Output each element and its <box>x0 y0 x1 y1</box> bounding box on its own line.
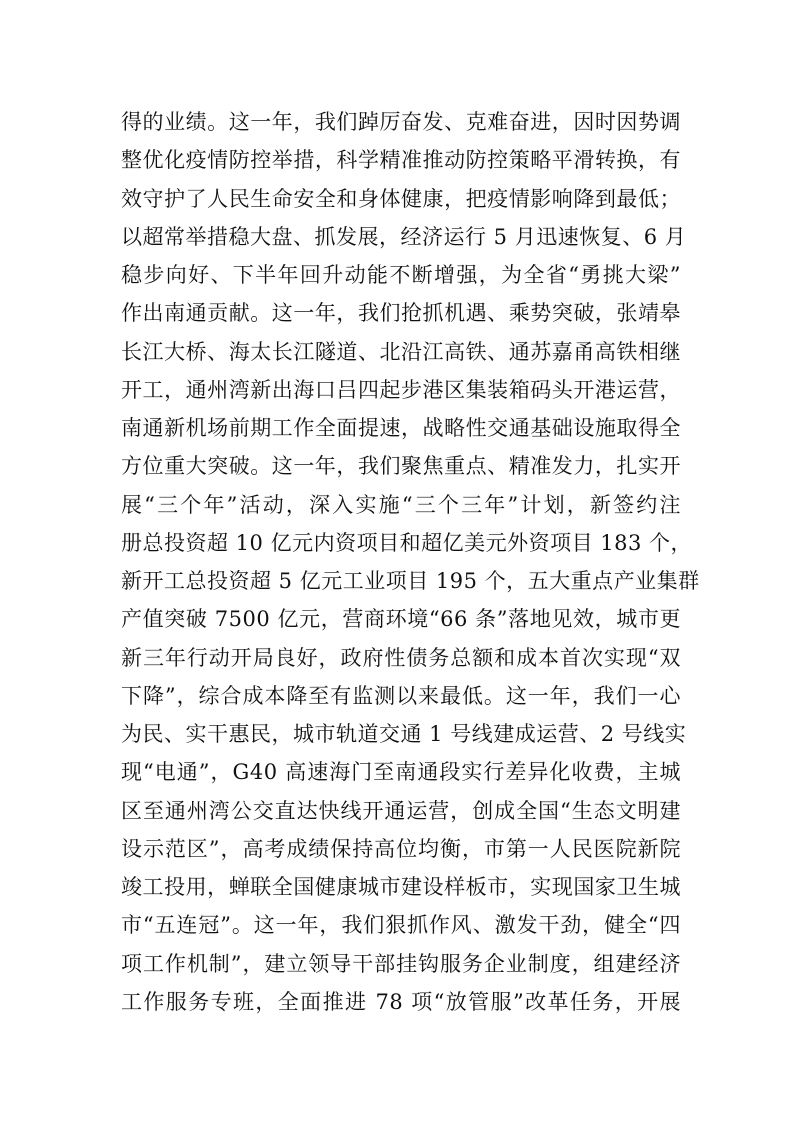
text-line: 得的业绩。这一年，我们踔厉奋发、克难奋进，因时因势调 <box>121 110 681 134</box>
text-line: 下降”，综合成本降至有监测以来最低。这一年，我们一心 <box>121 683 681 708</box>
text-line: 项工作机制”，建立领导干部挂钩服务企业制度，组建经济 <box>121 951 681 976</box>
text-line: 稳步向好、下半年回升动能不断增强，为全省“勇挑大梁” <box>121 263 681 287</box>
text-line: 现“电通”，G40 高速海门至南通段实行差异化收费，主城 <box>121 760 681 785</box>
text-line: 竣工投用，蝉联全国健康城市建设样板市，实现国家卫生城 <box>121 875 681 899</box>
text-line: 长江大桥、海太长江隧道、北沿江高铁、通苏嘉甬高铁相继 <box>121 339 681 364</box>
document-body <box>121 103 700 1021</box>
text-line: 开工，通州湾新出海口吕四起步港区集装箱码头开港运营， <box>121 377 681 402</box>
text-line: 整优化疫情防控举措，科学精准推动防控策略平滑转换，有 <box>121 148 681 173</box>
text-line: 工作服务专班，全面推进 78 项“放管服”改革任务，开展 <box>121 989 681 1014</box>
text-line: 展“三个年”活动，深入实施“三个三年”计划，新签约注 <box>121 492 681 517</box>
text-line: 市“五连冠”。这一年，我们狠抓作风、激发干劲，健全“四 <box>121 913 681 938</box>
text-line: 新开工总投资超 5 亿元工业项目 195 个，五大重点产业集群 <box>121 569 700 593</box>
text-line: 册总投资超 10 亿元内资项目和超亿美元外资项目 183 个， <box>121 530 693 555</box>
text-line: 方位重大突破。这一年，我们聚焦重点、精准发力，扎实开 <box>121 454 681 479</box>
text-line: 为民、实干惠民，城市轨道交通 1 号线建成运营、2 号线实 <box>121 722 687 746</box>
text-line: 作出南通贡献。这一年，我们抢抓机遇、乘势突破，张靖皋 <box>121 301 681 326</box>
text-line: 产值突破 7500 亿元，营商环境“66 条”落地见效，城市更 <box>121 607 681 632</box>
text-line: 南通新机场前期工作全面提速，战略性交通基础设施取得全 <box>121 416 681 440</box>
text-line: 效守护了人民生命安全和身体健康，把疫情影响降到最低； <box>121 186 681 211</box>
text-line: 区至通州湾公交直达快线开通运营，创成全国“生态文明建 <box>121 798 681 823</box>
text-line: 新三年行动开局良好，政府性债务总额和成本首次实现“双 <box>121 645 681 670</box>
text-line: 以超常举措稳大盘、抓发展，经济运行 5 月迅速恢复、6 月 <box>121 224 687 249</box>
text-line: 设示范区”，高考成绩保持高位均衡，市第一人民医院新院 <box>121 836 681 861</box>
